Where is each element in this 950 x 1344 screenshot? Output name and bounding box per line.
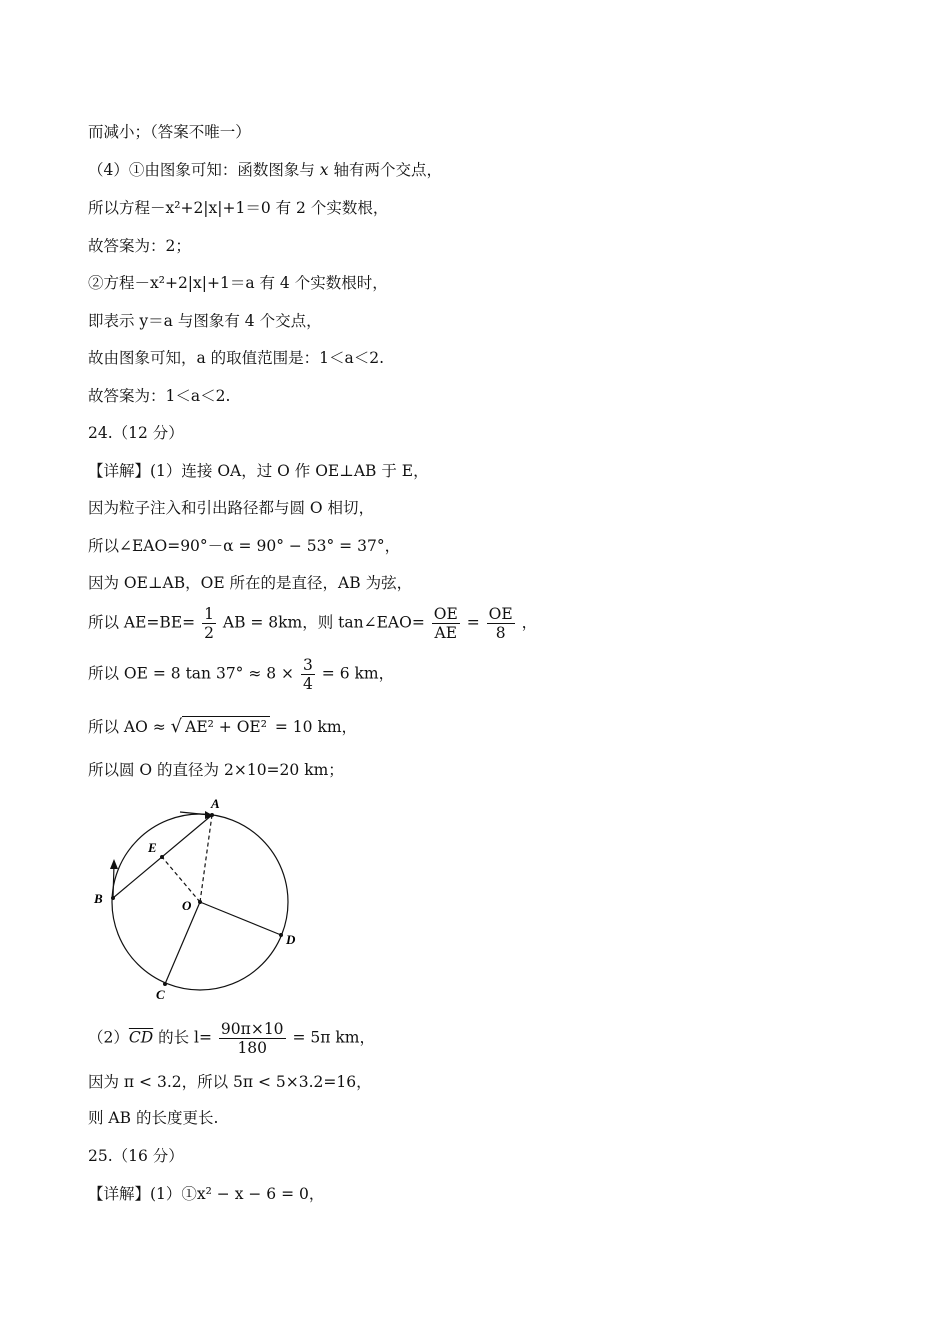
label-a: A [211,796,220,811]
fraction [432,605,460,642]
point-a [210,813,214,817]
text-span: AB = 8km，则 tan∠EAO= [222,613,425,632]
text-line: 则 AB 的长度更长. [88,1109,219,1127]
text-span: = [466,613,485,632]
text-line: 故由图象可知，a 的取值范围是：1＜a＜2. [88,349,385,367]
text-span: 所以 OE = 8 tan 37° ≈ 8 × [88,664,299,683]
text-line [88,160,442,180]
radicand: AE² + OE² [182,716,270,737]
point-c [163,982,167,986]
denominator: 2 [204,624,214,642]
text-span: 轴有两个交点， [328,161,442,179]
text-line: 因为 OE⊥AB，OE 所在的是直径，AB 为弦， [88,574,413,592]
fraction [487,605,515,642]
label-o: O [182,898,192,913]
text-line: 24.（12 分） [88,424,184,442]
text-span: x [319,161,329,179]
text-line: 故答案为：1＜a＜2. [88,387,231,405]
denominator: 180 [237,1039,268,1057]
point-e [160,855,164,859]
fraction [301,656,315,693]
denominator: 4 [302,675,313,693]
fraction [202,605,216,642]
text-line: 而减小；（答案不唯一） [88,123,251,141]
text-line: 所以方程－x²+2|x|+1＝0 有 2 个实数根， [88,199,389,217]
segment-od [200,902,281,935]
text-span: （4）①由图象可知：函数图象与 [88,161,320,179]
label-b: B [94,891,103,906]
point-d [279,933,283,937]
segment-oa-dashed [200,815,212,902]
text-line: 25.（16 分） [88,1147,184,1165]
arc-cd: $\overline{CD}$ [128,1028,154,1047]
denominator: AE [434,624,458,642]
point-o [198,900,202,904]
text-line [88,605,537,642]
text-line: 所以∠EAO=90°－α = 90° − 53° = 37°， [88,537,401,555]
text-line: 【详解】(1）连接 OA，过 O 作 OE⊥AB 于 E， [88,462,429,480]
text-span: ， [521,613,538,632]
text-line [88,656,394,693]
numerator: OE [488,605,513,623]
segment-oc [165,902,200,984]
radical-sign: √ [170,716,183,737]
text-line: 即表示 y＝a 与图象有 4 个交点， [88,312,322,330]
label-c: C [156,987,165,1002]
segment-oe-dashed [162,857,200,902]
text-line: 所以圆 O 的直径为 2×10=20 km； [88,761,344,779]
label-d: D [286,932,296,947]
text-line: 因为粒子注入和引出路径都与圆 O 相切， [88,499,375,517]
text-line: 【详解】(1）①x² − x − 6 = 0， [88,1185,325,1203]
text-line [88,1020,375,1057]
point-b [111,896,115,900]
exit-arrow-icon [110,859,118,869]
label-e: E [148,840,157,855]
text-span: = 5π km， [292,1028,375,1047]
numerator: 90π×10 [220,1020,284,1038]
text-span: 所以 AE=BE= [88,613,196,632]
text-line: ②方程－x²+2|x|+1＝a 有 4 个实数根时， [88,274,388,292]
denominator: 8 [495,624,506,642]
exit-path [113,865,114,898]
numerator: 1 [204,605,214,623]
text-line: 故答案为：2； [88,237,191,255]
fraction [219,1020,286,1057]
text-span: （2） [88,1028,129,1047]
numerator: OE [433,605,458,623]
text-span: = 6 km， [321,664,395,683]
text-span: 的长 l= [153,1028,212,1047]
numerator: 3 [302,656,313,674]
text-span: 所以 AO ≈ [88,718,171,736]
text-line [88,716,357,737]
circle-figure [88,795,318,1005]
text-span: = 10 km， [269,718,358,736]
text-line: 因为 π < 3.2，所以 5π < 5×3.2=16， [88,1073,372,1091]
